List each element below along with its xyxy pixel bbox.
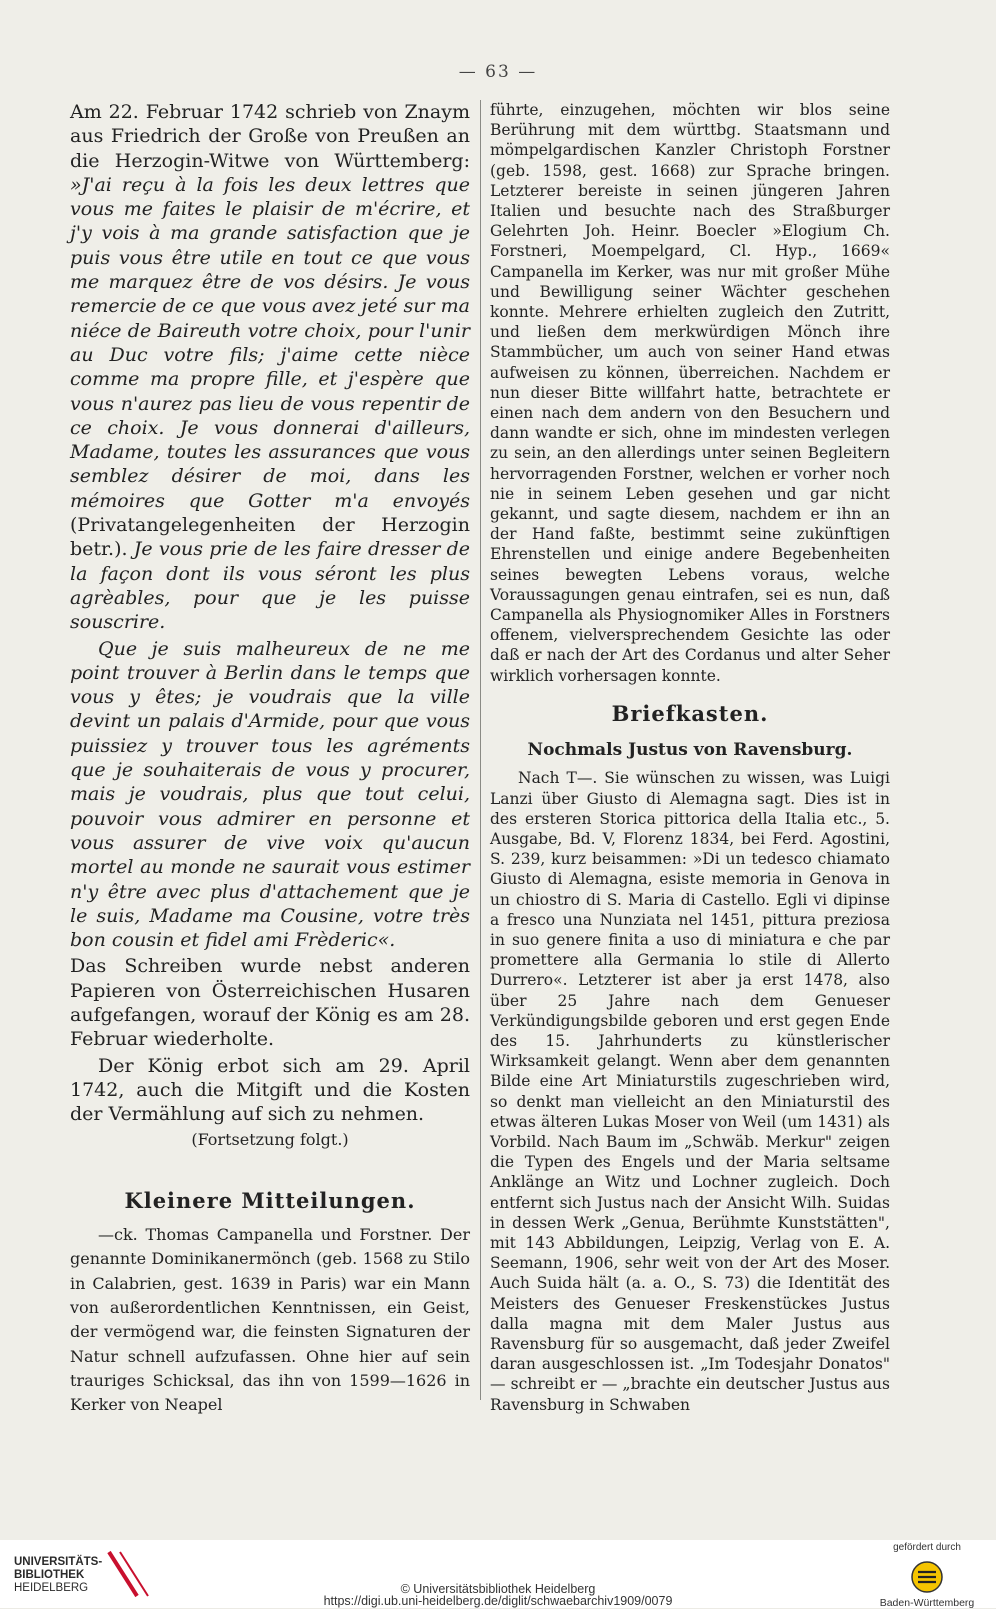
right-column: [490, 100, 890, 1417]
letter-intro-text: Am 22. Februar 1742 schrieb von Znaym aus Friedrich der Große von Preußen an die Herzogin-Witwe von Württemberg:: [70, 101, 470, 172]
letter-intro: [70, 100, 470, 635]
funder-block: [872, 1542, 982, 1609]
letter-text-3: Que je suis malheureux de ne me point trouver à Berlin dans le temps que vous y êtes; je voudrais que la ville devint un palais d'Armide, pour que vous puissiez y trouver tous les agréments que je souhaiterais de vous y procurer, mais je voudrais, plus que tout celui, pouvoir vous admirer en personne et vous assurer de vive voix qu'aucun mortel au monde ne saurait vous estimer n'y être avec plus d'attachement que je le suis, Madame ma Cousine, votre très bon cousin et fidel ami Frèderic«.: [70, 637, 470, 952]
letter-text: »J'ai reçu à la fois les deux lettres que vous me faites le plaisir de m'écrire, et j'y vois à ma grande satisfaction que je puis vous être utile en tout ce que vous me marquez être de vos désirs. Je vous remercie de ce que vous avez jeté sur ma niéce de Baireuth votre choix, pour l'unir au Duc votre fils; j'aime cette nièce comme ma propre fille, et j'espère que vous n'aurez pas lieu de vous repentir de ce choix. Je vous donnerai d'ailleurs, Madame, toutes les assurances que vous semblez désirer de moi, dans les mémoires que Gotter m'a envoyés: [70, 173, 470, 512]
continued-note: (Fortsetzung folgt.): [191, 1130, 349, 1150]
sub-heading-justus: Nochmals Justus von Ravensburg.: [527, 740, 853, 761]
funded-by-label: gefördert durch: [893, 1542, 961, 1553]
letter-note: (Privatangelegenheiten der Herzogin betr.).: [70, 514, 470, 561]
king-sentence: Der König erbot sich am 29. April 1742, auch die Mitgift und die Kosten der Vermählung auf sich zu nehmen.: [70, 1054, 470, 1126]
section-heading-kleinere: Kleinere Mitteilungen.: [124, 1187, 416, 1213]
library-line-2: BIBLIOTHEK: [14, 1569, 85, 1581]
section-heading-briefkasten: Briefkasten.: [611, 700, 769, 726]
campanella-text: —ck. Thomas Campanella und Forstner. Der genannte Dominikanermönch (geb. 1568 zu Stilo in Calabrien, gest. 1639 in Paris) war ein Mann von außerordentlichen Kenntnissen, ein Geist, der vermögend war, die feinsten Signaturen der Natur schnell aufzufassen. Ohne hier auf sein trauriges Schicksal, das ihn von 1599—1626 in Kerker von Neapel: [70, 1225, 470, 1415]
library-line-1: UNIVERSITÄTS-: [14, 1556, 103, 1568]
copyright-text: © Universitätsbibliothek Heidelberg: [400, 1582, 596, 1596]
library-line-3: HEIDELBERG: [14, 1582, 89, 1594]
page-number: — 63 —: [458, 62, 538, 82]
letter-text-2: Je vous prie de les faire dresser de la façon dont ils vous séront les plus agrèables, pour que je les puisse souscrire.: [70, 538, 470, 634]
campanella-continued: führte, einzugehen, möchten wir blos seine Berührung mit dem württbg. Staatsmann und mömpelgardischen Kanzler Christoph Forstner (geb. 1598, gest. 1668) zur Sprache bringen. Letzterer bereiste in seinen jüngeren Jahren Italien und besuchte nach des Straßburger Gelehrten Joh. Heinr. Boecler »Elogium Ch. Forstneri, Moempelgard, Cl. Hyp., 1669« Campanella im Kerker, was nur mit großer Mühe und Bewilligung seiner Wächter geschehen konnte. Mehrere erhielten zugleich den Zutritt, und ließen dem merkwürdigen Mönch ihre Stammbücher, um auch von seiner Hand etwas aufweisen zu können, überreichen. Nachdem er nun dieser Bitte willfahrt hatte, betrachtete er einen nach dem andern von den Besuchern und dann wandte er sich, ohne im mindesten verlegen zu sein, an den allerdings unter seinen Begleitern hervorragenden Forstner, welchen er vorher noch nie in seinem Leben gesehen und gar nicht gekannt, und sagte diesem, nachdem er ihn an der Hand faßte, bestimmt seine zukünftigen Ehrenstellen und einige andere Begebenheiten seines bewegten Lebens voraus, welche Voraussagungen genau eintrafen, sei es nun, daß Campanella als Physiognomiker Alles in Forstners offenem, vielversprechendem Gesichte las oder daß er nach der Art des Cordanus und alter Seher wirklich vorhersagen konnte.: [490, 101, 890, 685]
funder-name: Baden-Württemberg: [879, 1597, 975, 1609]
footer-bar: [0, 1540, 996, 1608]
column-divider: [480, 100, 481, 1400]
letter-after: Das Schreiben wurde nebst anderen Papieren von Österreichischen Husaren aufgefangen, worauf der König es am 28. Februar wiederholte.: [70, 955, 470, 1051]
left-column: [70, 100, 470, 1419]
source-url-link[interactable]: https://digi.ub.uni-heidelberg.de/diglit/schwaebarchiv1909/0079: [323, 1594, 673, 1608]
briefkasten-text: Nach T—. Sie wünschen zu wissen, was Luigi Lanzi über Giusto di Alemagna sagt. Dies ist in des ersteren Storica pittorica della Italia etc., 5. Ausgabe, Bd. V, Florenz 1834, bei Ferd. Agostini, S. 239, kurz beisammen: »Di un tedesco chiamato Giusto di Alemagna, esiste memoria in Genova in un chiostro di S. Maria di Castello. Egli vi dipinse a fresco una Nunziata nel 1451, pittura preziosa in suo genere finita a uso di miniatura e che par promettere alla Germania lo stile di Allerto Durrero«. Letzterer ist aber ja erst 1478, also über 25 Jahre nach dem Genueser Verkündigungsbilde geboren und erst gegen Ende des 15. Jahrhunderts zu künstlerischer Wirksamkeit gelangt. Wenn aber dem genannten Bilde eine Art Miniaturstils zugeschrieben wird, so denkt man vielleicht an den Miniaturstil des etwas älteren Lukas Moser von Weil (um 1431) als Vorbild. Nach Baum im „Schwäb. Merkur" zeigen die Typen des Engels und der Maria seltsame Anklänge an Witz und Lochner zugleich. Doch entfernt sich Justus nach der Ansicht Wilh. Suidas in dessen Werk „Genua, Berühmte Kunststätten", mit 143 Abbildungen, Leipzig, Verlag von E. A. Seemann, 1906, sehr weit von der Art des Moser. Auch Suida hält (a. a. O., S. 73) die Identität des Meisters des Genueser Freskenstückes Justus dalla magna mit dem Maler Justus aus Ravensburg für so ausgemacht, daß jeder Zweifel daran ausgeschlossen ist. „Im Todesjahr Donatos" — schreibt er — „brachte ein deutscher Justus aus Ravensburg in Schwaben: [490, 769, 890, 1414]
state-seal-icon: [909, 1559, 945, 1595]
